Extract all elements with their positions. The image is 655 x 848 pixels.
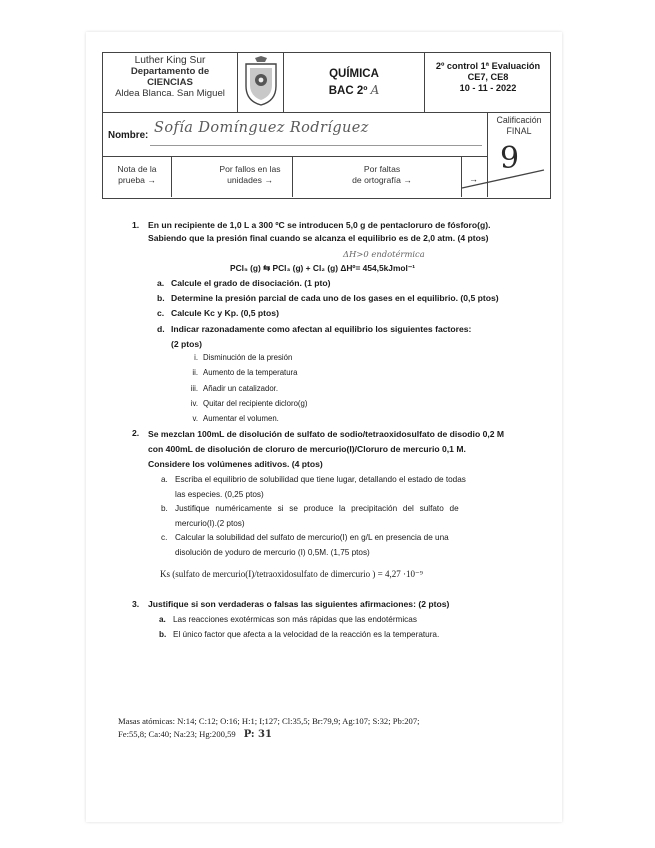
- q2-ks-value: Ks (sulfato de mercurio(I)/tetraoxidosulfato de dimercurio ) = 4,27 ·10⁻⁹: [160, 569, 423, 579]
- unit-faults-label: [210, 164, 290, 185]
- q1-text-line1: En un recipiente de 1,0 L a 300 ºC se introducen 5,0 g de pentacloruro de fósforo(g).: [148, 220, 491, 230]
- exam-title: 2º control 1ª Evaluación: [435, 61, 541, 71]
- school-name: Luther King Sur: [134, 55, 206, 66]
- note-label-line1: Nota de la: [117, 164, 157, 174]
- grade-label-line1: Calificación: [496, 115, 542, 125]
- q3-item-a: a. Las reacciones exotérmicas son más rápidas que las endotérmicas: [159, 615, 417, 624]
- name-underline: [150, 145, 482, 146]
- school-location: Aldea Blanca. San Miguel: [115, 88, 225, 99]
- q1-factors-list: [172, 350, 307, 426]
- q2-item-b: b. Justifique numéricamente si se produce la precipitación del sulfato de: [161, 504, 459, 514]
- q2-item-c-cont: disolución de yoduro de mercurio (I) 0,5M. (1,75 ptos): [175, 547, 370, 557]
- q3-items: [159, 613, 439, 642]
- header-divider: [237, 52, 238, 112]
- atomic-masses-line1: Masas atómicas: N:14; C:12; O:16; H:1; I;127; Cl:35,5; Br:79,9; Ag:107; S:32; Pb:207;: [118, 716, 420, 726]
- exam-info: [427, 61, 549, 94]
- school-block: [104, 55, 236, 99]
- spelling-faults-line2: de ortografía →: [352, 174, 412, 185]
- spelling-faults-line1: Por faltas: [363, 164, 401, 174]
- q2-text-line2: con 400mL de disolución de cloruro de mercurio(I)/Cloruro de mercurio 0,1 M.: [148, 444, 466, 454]
- unit-faults-line1: Por fallos en las: [219, 164, 281, 174]
- atomic-masses-line2-wrap: [118, 728, 420, 741]
- q2-text-line3: Considere los volúmenes aditivos. (4 ptos): [148, 459, 323, 469]
- q1-item-d-cont: (2 ptos): [171, 338, 203, 349]
- course-line: [288, 82, 420, 99]
- q1-items: [157, 276, 547, 352]
- header-divider: [102, 112, 550, 113]
- student-name-handwritten: Sofía Domínguez Rodríguez: [154, 120, 369, 136]
- header-divider: [283, 52, 284, 112]
- subject-title: QUÍMICA: [329, 68, 379, 80]
- grade-label-line2: FINAL: [506, 125, 532, 136]
- unit-faults-line2: unidades →: [227, 174, 273, 185]
- exam-groups: CE7, CE8: [467, 72, 509, 82]
- q3-number: 3.: [132, 599, 140, 609]
- q1-factor: iv. Quitar del recipiente dicloro(g): [190, 398, 308, 408]
- note-label: [105, 164, 169, 185]
- q1-statement: [148, 219, 548, 245]
- q1-equation: PCl₅ (g) ⇆ PCl₃ (g) + Cl₂ (g) ΔHº= 454,5kJmol⁻¹: [230, 263, 416, 273]
- final-arrow: →: [469, 174, 478, 184]
- spelling-faults-label: [332, 164, 432, 185]
- header-divider: [424, 52, 425, 112]
- crest-logo: [242, 56, 280, 106]
- q2-item-a: a. Escriba el equilibrio de solubilidad que tiene lugar, detallando el estado de todas: [161, 475, 466, 484]
- q3-statement: Justifique si son verdaderas o falsas las siguientes afirmaciones: (2 ptos): [148, 599, 450, 609]
- q2-number: 2.: [132, 428, 140, 438]
- department-label: Departamento de: [130, 66, 210, 77]
- q1-factor: i. Disminución de la presión: [194, 353, 293, 362]
- course-name: BAC 2º: [328, 85, 368, 97]
- q2-item-c: c. Calcular la solubilidad del sulfato de mercurio(I) en g/L en presencia de una: [161, 533, 449, 543]
- header-divider: [171, 156, 172, 197]
- name-label: Nombre:: [108, 130, 149, 141]
- subject-block: [288, 66, 420, 99]
- q1-factor: ii. Aumento de la temperatura: [192, 368, 298, 378]
- atomic-masses: [118, 715, 420, 741]
- q2-item-b-cont: mercurio(I).(2 ptos): [175, 518, 245, 528]
- grade-label: [489, 115, 549, 136]
- q1-factor: v. Aumentar el volumen.: [192, 414, 279, 424]
- header-divider: [292, 156, 293, 197]
- department-name: CIENCIAS: [147, 77, 193, 88]
- atomic-masses-handwritten-note: P: 31: [243, 729, 272, 740]
- final-grade-handwritten: 9: [500, 141, 520, 176]
- header-divider: [102, 156, 487, 157]
- q1-item-a: a. Calcule el grado de disociación. (1 pto): [157, 278, 331, 288]
- note-label-line2: prueba →: [118, 174, 156, 185]
- q2-item-a-cont: las especies. (0,25 ptos): [175, 489, 264, 499]
- q1-handwritten-note: ΔH>0 endotérmica: [343, 249, 425, 259]
- q2-statement: [148, 427, 548, 472]
- q1-number: 1.: [132, 220, 140, 230]
- q1-item-d: d. Indicar razonadamente como afectan al equilibrio los siguientes factores:: [157, 323, 472, 334]
- q3-item-b: b. El único factor que afecta a la velocidad de la reacción es la temperatura.: [159, 629, 440, 639]
- exam-date: 10 - 11 - 2022: [459, 83, 517, 93]
- q1-factor: iii. Añadir un catalizador.: [190, 383, 278, 393]
- q1-item-c: c. Calcule Kc y Kp. (0,5 ptos): [157, 308, 279, 319]
- q2-text-line1: Se mezclan 100mL de disolución de sulfato de sodio/tetraoxidosulfato de disodio 0,2 M: [148, 429, 505, 439]
- atomic-masses-line2: Fe:55,8; Ca:40; Na:23; Hg:200,59: [118, 729, 236, 739]
- q1-item-b: b. Determine la presión parcial de cada uno de los gases en el equilibrio. (0,5 ptos): [157, 293, 499, 304]
- q2-items: [161, 473, 551, 561]
- q1-text-line2: Sabiendo que la presión final cuando se alcanza el equilibrio es de 2,0 atm. (4 ptos): [148, 233, 489, 243]
- course-group-handwritten: A: [370, 83, 380, 97]
